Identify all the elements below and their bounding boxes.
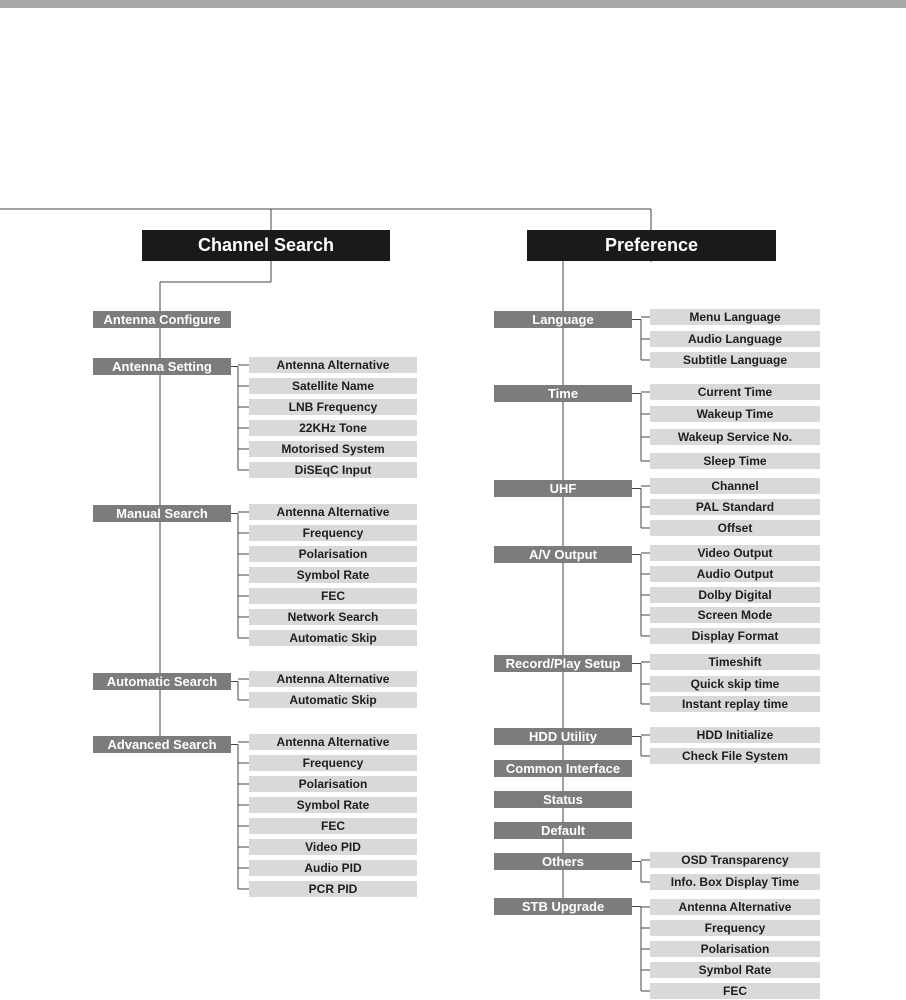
item-screen-mode: Screen Mode — [650, 607, 820, 623]
item-video-pid: Video PID — [249, 839, 417, 855]
item-check-file-system: Check File System — [650, 748, 820, 764]
item-osd-transparency: OSD Transparency — [650, 852, 820, 868]
item-frequency: Frequency — [650, 920, 820, 936]
item-fec: FEC — [650, 983, 820, 999]
item-frequency: Frequency — [249, 755, 417, 771]
channel-search-header: Channel Search — [142, 230, 390, 261]
category-stb-upgrade: STB Upgrade — [494, 898, 632, 915]
item-antenna-alternative: Antenna Alternative — [249, 357, 417, 373]
category-uhf: UHF — [494, 480, 632, 497]
item-hdd-initialize: HDD Initialize — [650, 727, 820, 743]
item-symbol-rate: Symbol Rate — [249, 567, 417, 583]
item-fec: FEC — [249, 818, 417, 834]
item-automatic-skip: Automatic Skip — [249, 692, 417, 708]
item-network-search: Network Search — [249, 609, 417, 625]
preference-header: Preference — [527, 230, 776, 261]
item-wakeup-service-no: Wakeup Service No. — [650, 429, 820, 445]
item-antenna-alternative: Antenna Alternative — [650, 899, 820, 915]
item-subtitle-language: Subtitle Language — [650, 352, 820, 368]
item-polarisation: Polarisation — [249, 776, 417, 792]
item-quick-skip-time: Quick skip time — [650, 676, 820, 692]
item-22khz-tone: 22KHz Tone — [249, 420, 417, 436]
item-antenna-alternative: Antenna Alternative — [249, 504, 417, 520]
category-manual-search: Manual Search — [93, 505, 231, 522]
category-a-v-output: A/V Output — [494, 546, 632, 563]
item-menu-language: Menu Language — [650, 309, 820, 325]
category-default: Default — [494, 822, 632, 839]
item-instant-replay-time: Instant replay time — [650, 696, 820, 712]
item-pal-standard: PAL Standard — [650, 499, 820, 515]
category-hdd-utility: HDD Utility — [494, 728, 632, 745]
item-polarisation: Polarisation — [650, 941, 820, 957]
item-current-time: Current Time — [650, 384, 820, 400]
item-automatic-skip: Automatic Skip — [249, 630, 417, 646]
item-channel: Channel — [650, 478, 820, 494]
category-common-interface: Common Interface — [494, 760, 632, 777]
item-symbol-rate: Symbol Rate — [249, 797, 417, 813]
category-antenna-configure: Antenna Configure — [93, 311, 231, 328]
category-others: Others — [494, 853, 632, 870]
item-info-box-display-time: Info. Box Display Time — [650, 874, 820, 890]
item-wakeup-time: Wakeup Time — [650, 406, 820, 422]
item-pcr-pid: PCR PID — [249, 881, 417, 897]
item-fec: FEC — [249, 588, 417, 604]
item-sleep-time: Sleep Time — [650, 453, 820, 469]
item-antenna-alternative: Antenna Alternative — [249, 671, 417, 687]
item-offset: Offset — [650, 520, 820, 536]
item-frequency: Frequency — [249, 525, 417, 541]
item-antenna-alternative: Antenna Alternative — [249, 734, 417, 750]
category-automatic-search: Automatic Search — [93, 673, 231, 690]
category-antenna-setting: Antenna Setting — [93, 358, 231, 375]
category-time: Time — [494, 385, 632, 402]
item-display-format: Display Format — [650, 628, 820, 644]
item-dolby-digital: Dolby Digital — [650, 587, 820, 603]
item-audio-language: Audio Language — [650, 331, 820, 347]
item-timeshift: Timeshift — [650, 654, 820, 670]
item-symbol-rate: Symbol Rate — [650, 962, 820, 978]
item-video-output: Video Output — [650, 545, 820, 561]
item-polarisation: Polarisation — [249, 546, 417, 562]
category-advanced-search: Advanced Search — [93, 736, 231, 753]
item-lnb-frequency: LNB Frequency — [249, 399, 417, 415]
category-language: Language — [494, 311, 632, 328]
item-motorised-system: Motorised System — [249, 441, 417, 457]
category-status: Status — [494, 791, 632, 808]
item-audio-pid: Audio PID — [249, 860, 417, 876]
item-satellite-name: Satellite Name — [249, 378, 417, 394]
category-record-play-setup: Record/Play Setup — [494, 655, 632, 672]
item-audio-output: Audio Output — [650, 566, 820, 582]
item-diseqc-input: DiSEqC Input — [249, 462, 417, 478]
